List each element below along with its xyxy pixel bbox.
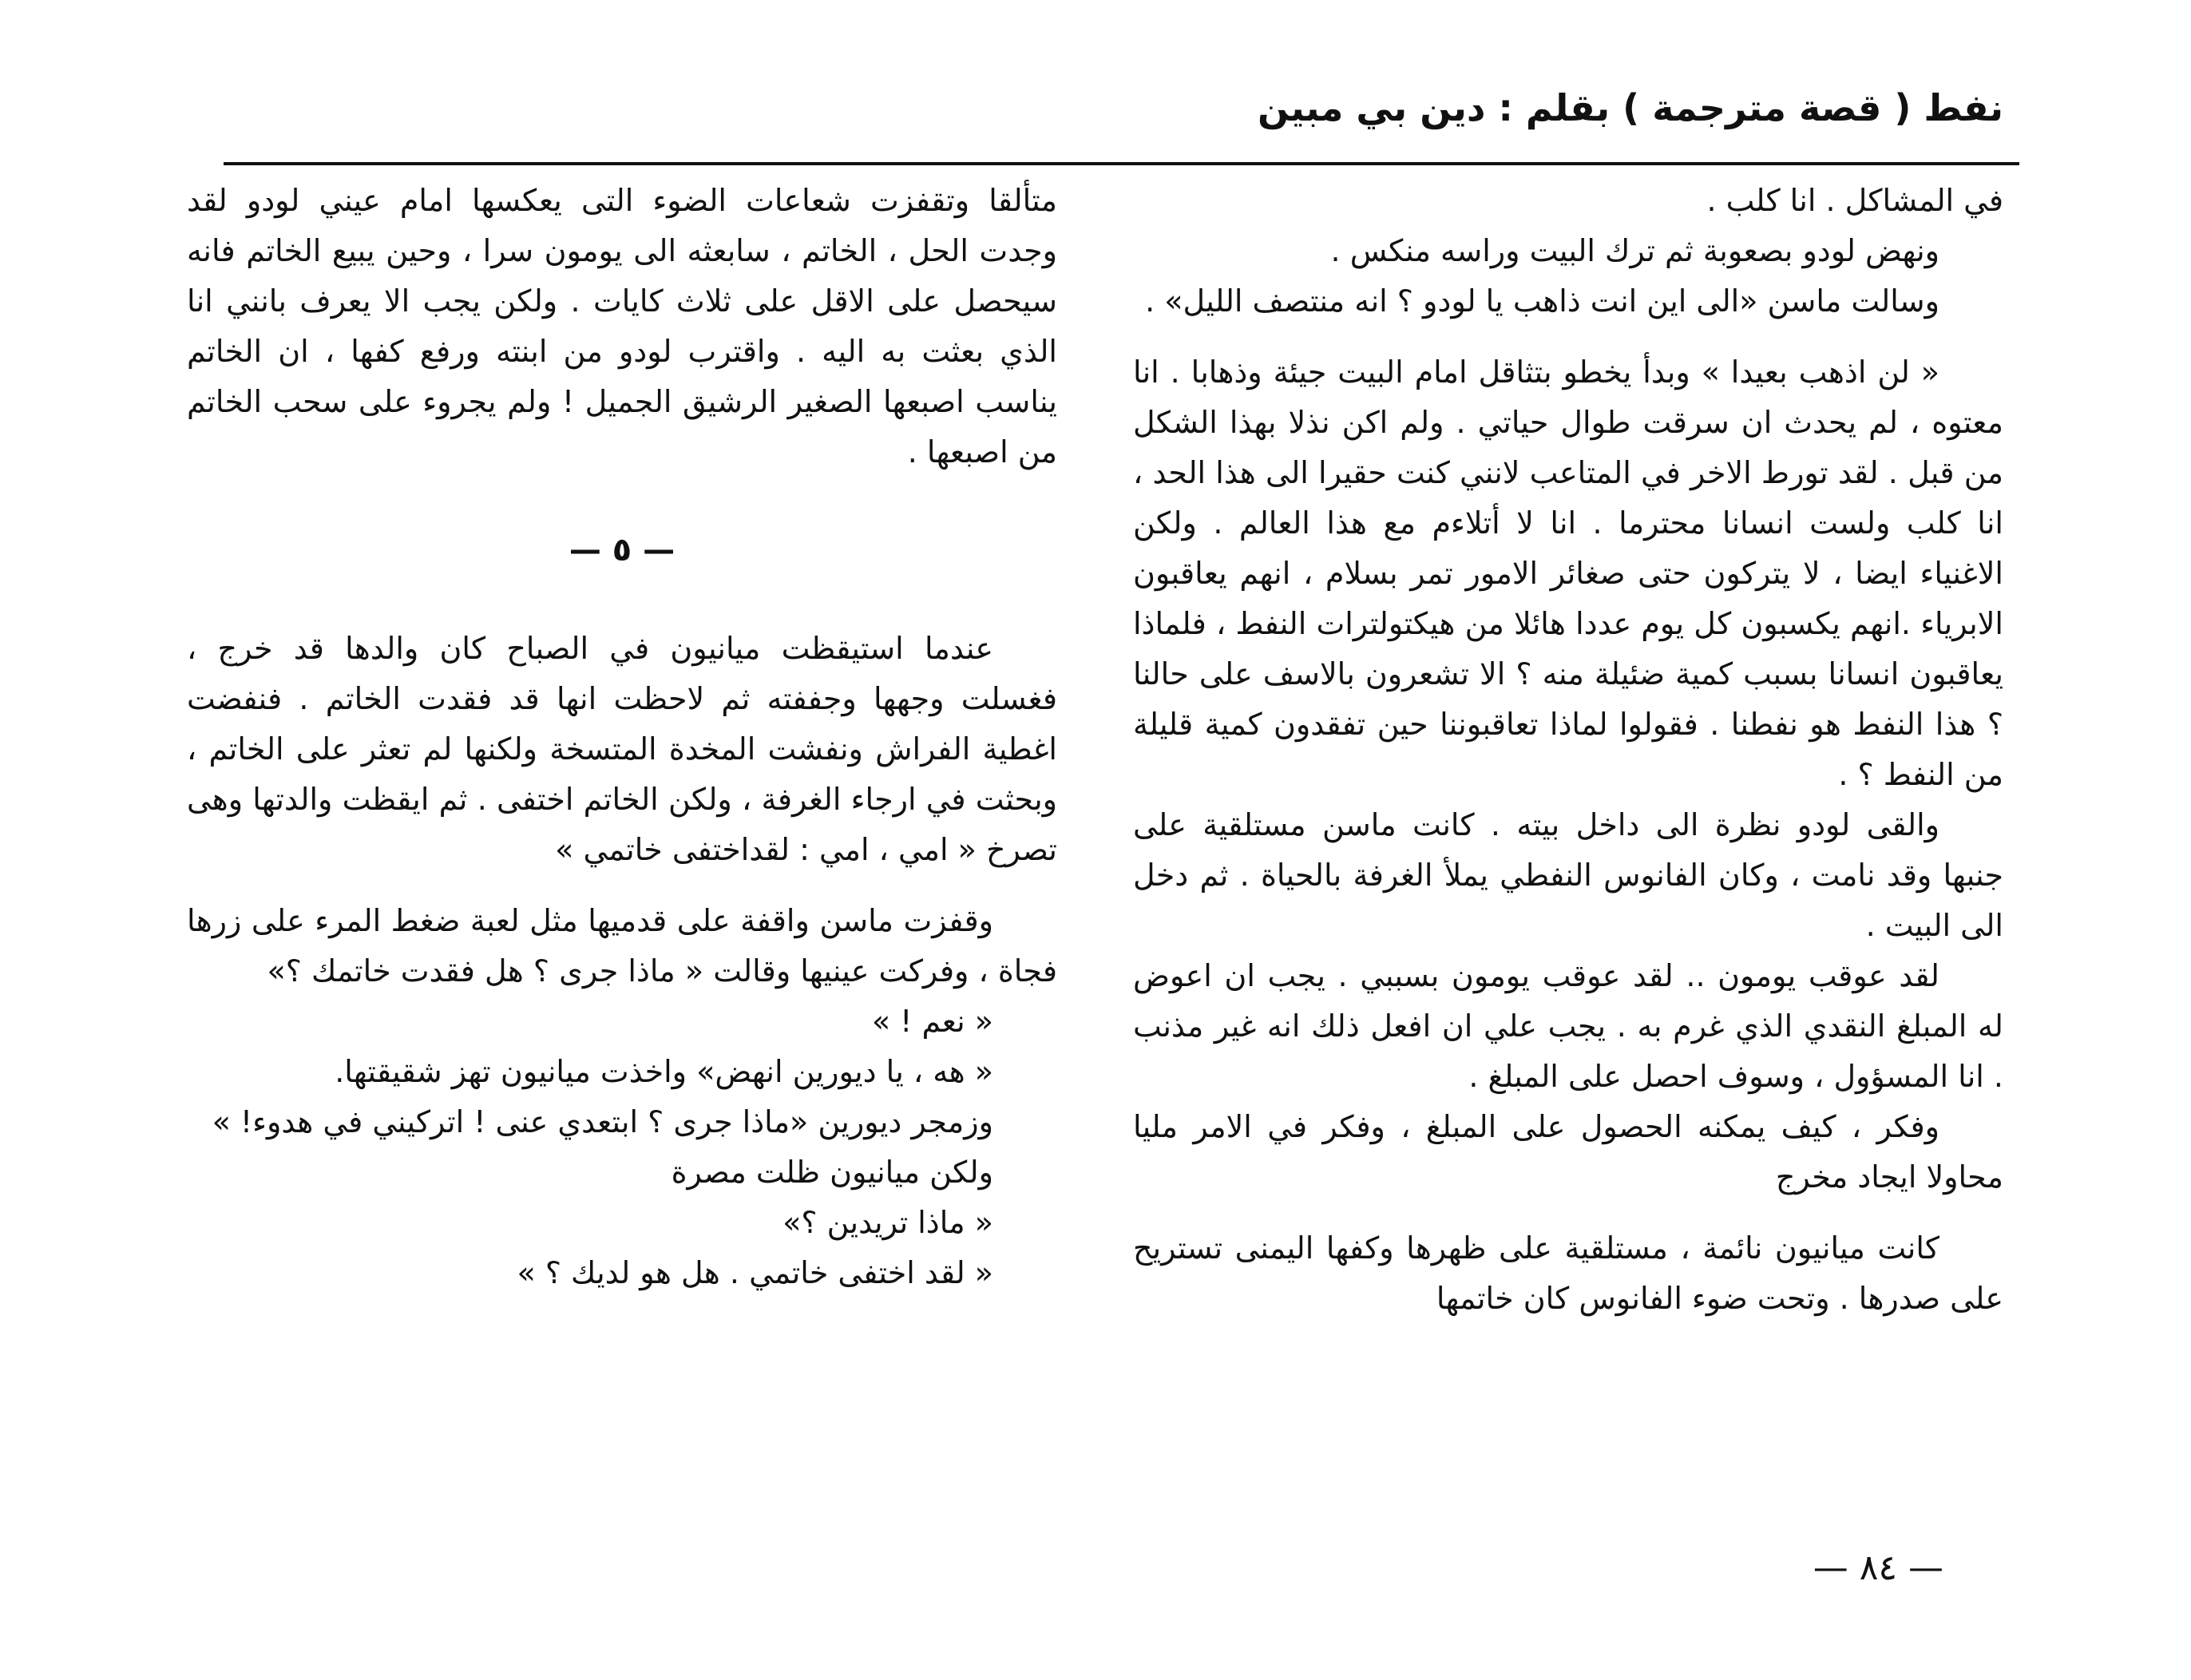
paragraph: والقى لودو نظرة الى داخل بيته . كانت ماسن مستلقية على جنبها وقد نامت ، وكان الفانوس النفطي يملأ الغرفة بالحياة . ثم دخل الى البيت . (1133, 807, 2003, 943)
paragraph: عندما استيقظت ميانيون في الصباح كان والدها قد خرج ، فغسلت وجهها وجففته ثم لاحظت انها قد فقدت الخاتم . فنفضت اغطية الفراش ونفشت المخدة المتسخة ولكنها لم تعثر على الخاتم ، وبحثت في ارجاء الغرفة ، ولكن الخاتم اختفى . ثم ايقظت والدتها وهى تصرخ « امي ، امي : لقداختفى خاتمي » (187, 631, 1057, 867)
left-column (187, 176, 1057, 1298)
header-rule (224, 162, 2019, 165)
paragraph: كانت ميانيون نائمة ، مستلقية على ظهرها وكفها اليمنى تستريح على صدرها . وتحت ضوء الفانوس كان خاتمها (1133, 1230, 2003, 1316)
paragraph: في المشاكل . انا كلب . (1706, 183, 2003, 218)
section-number: — ٥ — (569, 532, 676, 569)
page-number: — ٨٤ — (1813, 1547, 1943, 1588)
dialogue-line: « نعم ! » (871, 1004, 993, 1039)
spacer (187, 576, 1057, 624)
paragraph: متألقا وتقفزت شعاعات الضوء التى يعكسها امام عيني لودو لقد وجدت الحل ، الخاتم ، سابعثه الى يومون سرا ، وحين يبيع الخاتم فانه سيحصل على الاقل على ثلاث كايات . ولكن يجب الا يعرف بانني انا الذي بعثت به اليه . واقترب لودو من ابنته ورفع كفها ، ان الخاتم يناسب اصبعها الصغير الرشيق الجميل ! ولم يجروء على سحب الخاتم من اصبعها . (187, 183, 1057, 470)
spacer (187, 477, 1057, 525)
spacer (187, 875, 1057, 896)
paragraph: وسالت ماسن «الى اين انت ذاهب يا لودو ؟ انه منتصف الليل» . (1145, 283, 1939, 319)
dialogue-line: وزمجر ديورين «ماذا جرى ؟ ابتعدي عنى ! اتركيني في هدوء! » (212, 1104, 993, 1139)
dialogue-line: « هه ، يا ديورين انهض» واخذت ميانيون تهز شقيقتها. (335, 1054, 993, 1089)
dialogue-line: ولكن ميانيون ظلت مصرة (671, 1155, 993, 1190)
paragraph: لقد عوقب يومون .. لقد عوقب يومون بسببي . يجب ان اعوض له المبلغ النقدي الذي غرم به . يجب علي ان افعل ذلك انه غير مذنب . انا المسؤول ، وسوف احصل على المبلغ . (1133, 958, 2003, 1094)
paragraph: « لن اذهب بعيدا » وبدأ يخطو بتثاقل امام البيت جيئة وذهابا . انا معتوه ، لم يحدث ان سرقت طوال حياتي . ولم اكن نذلا بهذا الشكل من قبل . لقد تورط الاخر في المتاعب لانني كنت حقيرا الى هذا الحد ، انا كلب ولست انسانا محترما . انا لا أتلاءم مع هذا العالم . ولكن الاغنياء ايضا ، لا يتركون حتى صغائر الامور تمر بسلام ، انهم يعاقبون الابرياء .انهم يكسبون كل يوم عددا هائلا من هيكتولترات النفط ، فلماذا يعاقبون انسانا بسبب كمية ضئيلة منه ؟ الا تشعرون بالاسف على حالنا ؟ هذا النفط هو نفطنا . فقولوا لماذا تعاقبوننا حين تفقدون كمية قليلة من النفط ؟ . (1133, 355, 2003, 792)
paragraph: وفكر ، كيف يمكنه الحصول على المبلغ ، وفكر في الامر مليا محاولا ايجاد مخرج (1133, 1109, 2003, 1195)
page-header-title: نفط ( قصة مترجمة ) بقلم : دين بي مبين (1257, 86, 2003, 129)
right-column (1133, 176, 2003, 1324)
spacer (1133, 327, 2003, 347)
paragraph: ونهض لودو بصعوبة ثم ترك البيت وراسه منكس . (1330, 233, 1939, 268)
dialogue-line: « ماذا تريدين ؟» (782, 1205, 993, 1240)
spacer (1133, 1203, 2003, 1223)
dialogue-line: « لقد اختفى خاتمي . هل هو لديك ؟ » (517, 1255, 993, 1290)
paragraph: وقفزت ماسن واقفة على قدميها مثل لعبة ضغط المرء على زرها فجاة ، وفركت عينيها وقالت « ماذا جرى ؟ هل فقدت خاتمك ؟» (187, 903, 1057, 989)
